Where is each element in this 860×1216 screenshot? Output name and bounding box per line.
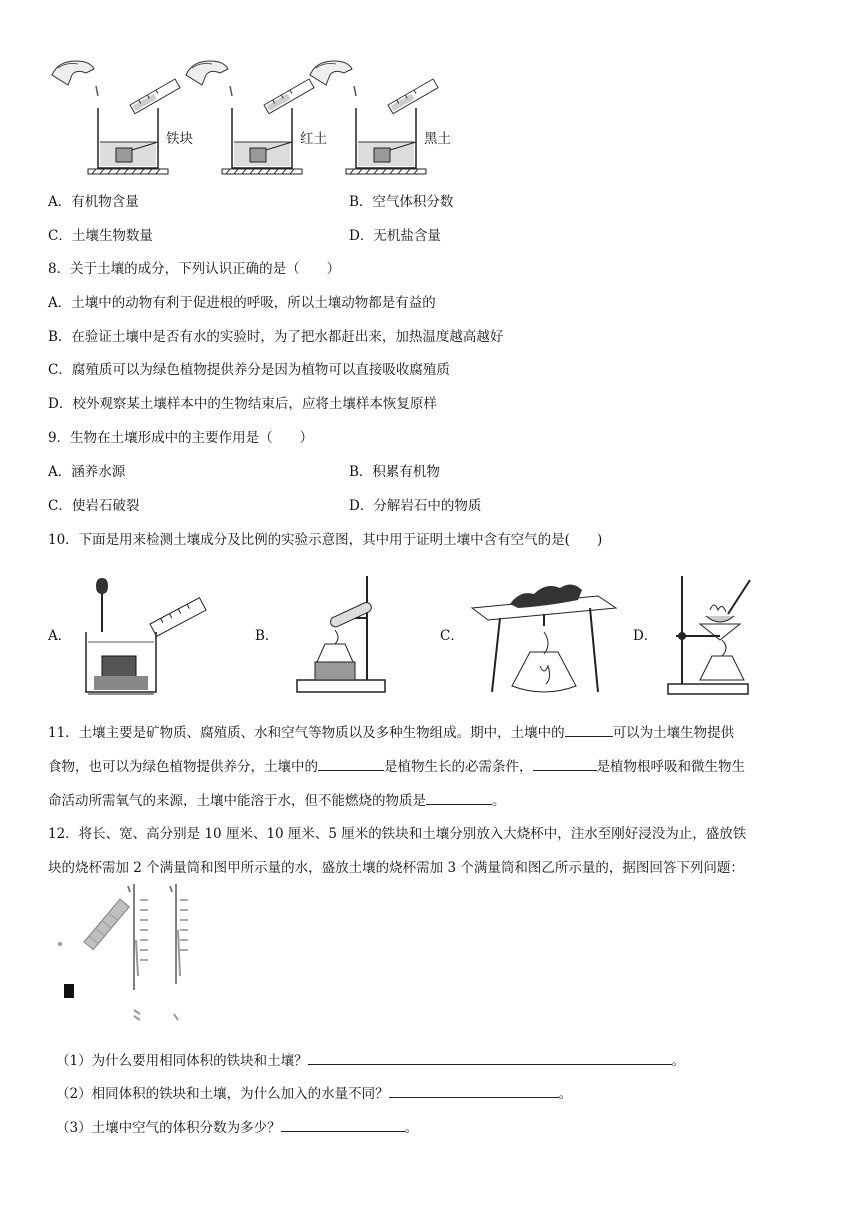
- q11-text: 11．土壤主要是矿物质、腐殖质、水和空气等物质以及多种生物组成。期中，土壤中的: [48, 725, 565, 741]
- q11-line2: [48, 756, 745, 777]
- option-text: 使岩石破裂: [71, 498, 140, 514]
- option-text: 分解岩石中的物质: [373, 498, 482, 514]
- label-red-soil: 红土: [300, 131, 327, 147]
- q7-option-a[interactable]: [48, 192, 139, 212]
- q11-line1: [48, 722, 734, 743]
- q12-blank-3[interactable]: [281, 1117, 405, 1132]
- option-text: 空气体积分数: [372, 194, 454, 210]
- q9-stem: 9．生物在土壤形成中的主要作用是（ ）: [48, 430, 314, 446]
- q12-sub3: [56, 1117, 418, 1138]
- q7-figure: [40, 50, 470, 180]
- q12-sub-text: （1）为什么要用相同体积的铁块和土壤？: [56, 1053, 308, 1069]
- q10-figure-c-tripod: [470, 574, 620, 699]
- option-text: 积累有机物: [372, 464, 440, 480]
- q10-option-c-label[interactable]: C．: [440, 628, 464, 644]
- beaker-set-figure: [40, 50, 470, 180]
- option-letter: C．: [48, 498, 72, 514]
- q12-sub-text: （2）相同体积的铁块和土壤，为什么加入的水量不同？: [56, 1086, 389, 1102]
- q10-option-b-label[interactable]: B．: [255, 628, 279, 644]
- q12-period: 。: [404, 1120, 419, 1136]
- q10-figure-d-burning: [662, 574, 772, 699]
- q11-blank-1[interactable]: [565, 722, 613, 737]
- q8-option-c[interactable]: C．腐殖质可以为绿色植物提供养分是因为植物可以直接吸收腐殖质: [48, 362, 450, 378]
- q11-blank-3[interactable]: [533, 756, 597, 771]
- q9-option-d[interactable]: [349, 496, 481, 516]
- q10-stem: 10．下面是用来检测土壤成分及比例的实验示意图，其中用于证明土壤中含有空气的是( ): [48, 532, 603, 548]
- option-letter: A．: [48, 194, 72, 210]
- q11-text: 可以为土壤生物提供: [612, 725, 735, 741]
- q8-option-a[interactable]: A．土壤中的动物有利于促进根的呼吸，所以土壤动物都是有益的: [48, 295, 436, 311]
- q7-option-c[interactable]: [48, 226, 153, 246]
- option-text: 涵养水源: [71, 464, 126, 480]
- q8-stem: 8．关于土壤的成分，下列认识正确的是（ ）: [48, 261, 341, 277]
- q12-period: 。: [671, 1053, 686, 1069]
- q12-line2: 块的烧杯需加 2 个满量筒和图甲所示量的水，盛放土壤的烧杯需加 3 个满量筒和图乙所示量的，据图回答下列问题：: [48, 860, 744, 876]
- q12-figure-cylinders: [50, 880, 200, 1030]
- q11-text: 食物，也可以为绿色植物提供养分，土壤中的: [48, 759, 318, 775]
- q12-sub-text: （3）土壤中空气的体积分数为多少？: [56, 1120, 281, 1136]
- q11-text: 命活动所需氧气的来源，土壤中能溶于水，但不能燃烧的物质是: [48, 793, 426, 809]
- q9-option-b[interactable]: [349, 462, 440, 482]
- q12-sub1: [56, 1050, 685, 1071]
- q9-option-c[interactable]: [48, 496, 139, 516]
- q8-option-b[interactable]: B．在验证土壤中是否有水的实验时，为了把水都赶出来，加热温度越高越好: [48, 329, 504, 345]
- q12-period: 。: [558, 1086, 573, 1102]
- q7-option-d[interactable]: [349, 226, 441, 246]
- q10-figure-b-heating: [295, 574, 395, 699]
- option-text: 有机物含量: [71, 194, 139, 210]
- option-text: 无机盐含量: [373, 228, 441, 244]
- q7-option-b[interactable]: [349, 192, 453, 212]
- option-letter: D．: [349, 498, 374, 514]
- q11-text: 。: [492, 793, 506, 809]
- q11-text: 是植物生长的必需条件，: [384, 759, 533, 775]
- option-letter: A．: [48, 464, 72, 480]
- q11-line3: [48, 790, 506, 811]
- label-black-soil: 黑土: [424, 131, 451, 147]
- q10-option-d-label[interactable]: D．: [633, 628, 658, 644]
- q12-line1: 12．将长、宽、高分别是 10 厘米、10 厘米、5 厘米的铁块和土壤分别放入大烧杯中，注水至刚好浸没为止，盛放铁: [48, 826, 747, 842]
- option-text: 土壤生物数量: [71, 228, 153, 244]
- option-letter: B．: [349, 194, 373, 210]
- option-letter: D．: [349, 228, 374, 244]
- q12-blank-2[interactable]: [389, 1083, 559, 1098]
- q9-option-a[interactable]: [48, 462, 125, 482]
- q11-blank-4[interactable]: [426, 790, 492, 805]
- label-iron-block: 铁块: [166, 131, 193, 147]
- option-letter: C．: [48, 228, 72, 244]
- q11-text: 是植物根呼吸和微生物生: [596, 759, 745, 775]
- option-letter: B．: [349, 464, 373, 480]
- q12-blank-1[interactable]: [308, 1050, 672, 1065]
- q10-figure-a-beaker: [72, 576, 202, 701]
- q12-sub2: [56, 1083, 572, 1104]
- q11-blank-2[interactable]: [318, 756, 384, 771]
- q8-option-d[interactable]: D．校外观察某土壤样本中的生物结束后，应将土壤样本恢复原样: [48, 396, 437, 412]
- q10-option-a-label[interactable]: A．: [48, 628, 72, 644]
